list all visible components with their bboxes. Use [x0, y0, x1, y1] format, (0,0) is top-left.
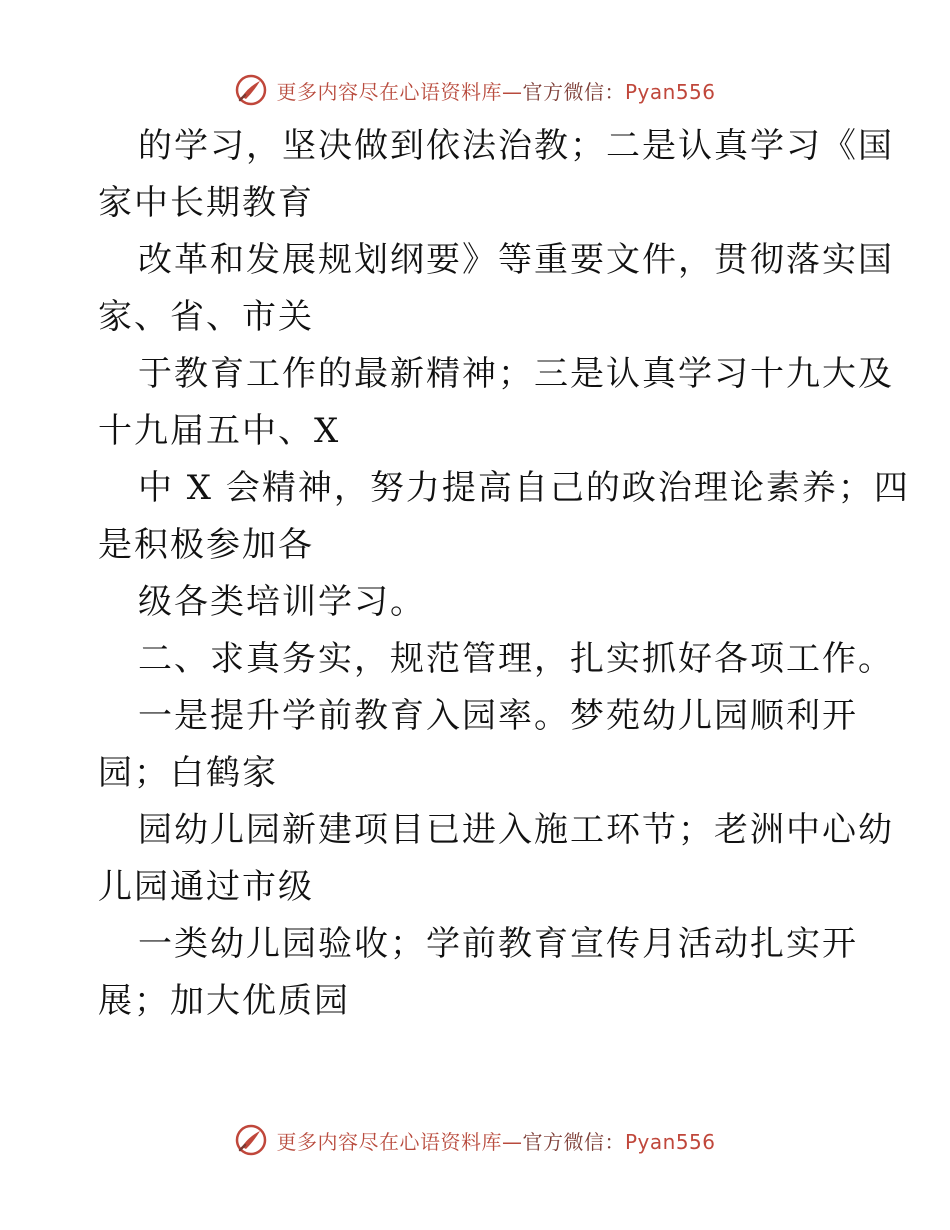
body-line: 展；加大优质园 — [98, 981, 350, 1021]
brush-logo-icon — [234, 73, 268, 107]
watermark-id: Pyan556 — [624, 79, 716, 104]
body-line: 园幼儿园新建项目已进入施工环节；老洲中心幼 — [138, 810, 894, 850]
body-line: 级各类培训学习。 — [138, 582, 426, 622]
body-line: 改革和发展规划纲要》等重要文件，贯彻落实国 — [138, 240, 894, 280]
watermark-label: 官方微信： — [522, 1129, 625, 1154]
watermark-main-text: 更多内容尽在心语资料库 — [276, 79, 502, 104]
header-watermark — [0, 70, 950, 110]
watermark-dash: — — [501, 79, 523, 104]
brush-logo-icon — [234, 1123, 268, 1157]
watermark-main-text: 更多内容尽在心语资料库 — [276, 1129, 502, 1154]
body-line: 是积极参加各 — [98, 525, 314, 565]
body-line: 儿园通过市级 — [98, 867, 314, 907]
body-line: 的学习，坚决做到依法治教；二是认真学习《国 — [138, 126, 894, 166]
body-line: 二、求真务实，规范管理，扎实抓好各项工作。 — [138, 639, 894, 679]
body-line: 家、省、市关 — [98, 297, 314, 337]
body-line: 一类幼儿园验收；学前教育宣传月活动扎实开 — [138, 924, 858, 964]
watermark-id: Pyan556 — [624, 1129, 716, 1154]
body-line: 于教育工作的最新精神；三是认真学习十九大及 — [138, 354, 894, 394]
watermark-dash: — — [501, 1129, 523, 1154]
body-line: 十九届五中、X — [98, 411, 341, 451]
watermark-label: 官方微信： — [522, 79, 625, 104]
body-line: 家中长期教育 — [98, 183, 314, 223]
body-line: 一是提升学前教育入园率。梦苑幼儿园顺利开 — [138, 696, 858, 736]
body-line: 园；白鹤家 — [98, 753, 278, 793]
document-body — [98, 118, 910, 1030]
body-line: 中 X 会精神，努力提高自己的政治理论素养；四 — [138, 468, 910, 508]
footer-watermark — [0, 1120, 950, 1160]
